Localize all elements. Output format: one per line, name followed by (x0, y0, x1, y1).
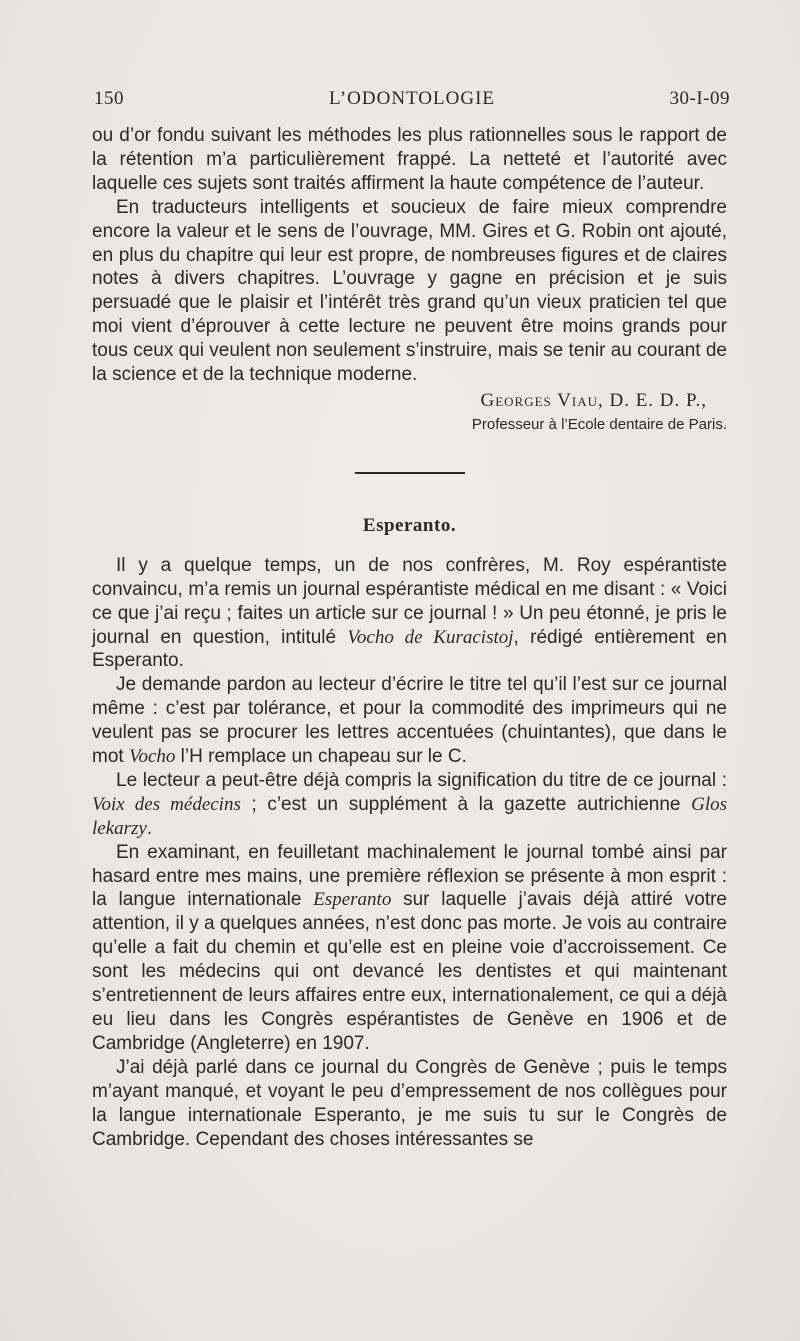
review-paragraph-2: En traducteurs intelligents et soucieux de faire mieux comprendre encore la valeur et le sens de l’ouvrage, MM. Gires et G. Robin ont ajouté, en plus du chapitre qui leur est propre, de nombreuses figures et de claires notes à divers chapitres. L’ouvrage y gagne en précision et je suis persuadé que le plaisir et l’intérêt très grand qu’un vieux praticien tel que moi vient d’éprouver à cette lecture ne peuvent être moins grands pour tous ceux qui veulent non seulement s’instruire, mais se tenir au courant de la science et de la technique moderne. (92, 196, 727, 386)
page-number: 150 (94, 88, 124, 109)
issue-date: 30-I-09 (669, 88, 730, 109)
running-head (94, 88, 730, 118)
article-paragraph-1 (92, 554, 727, 674)
text-run: , rédigé entièrement en Esperanto. (92, 626, 727, 672)
signature-affiliation: Professeur à l’Ecole dentaire de Paris. (471, 415, 727, 433)
text-run: ; c’est un supplément à la gazette autrichienne (240, 793, 692, 815)
page-body (92, 124, 727, 1151)
article-paragraph-3 (92, 769, 727, 841)
text-run: Je demande pardon au lecteur d’écrire le titre tel qu’il l’est sur ce journal même : c’est par tolérance, et pour la commodité des imprimeurs qui ne veulent pas se procurer les lettres accentuées (chuintantes), que dans le mot (92, 674, 727, 768)
article-title: Esperanto. (362, 514, 457, 536)
journal-title: L’ODONTOLOGIE (328, 88, 496, 109)
text-run: En examinant, en feuilletant machinalement le journal tombé ainsi par hasard entre mes mains, une première réflexion se présente à mon esprit : la langue internationale (92, 841, 727, 911)
text-run: l’H remplace un chapeau sur le C. (175, 746, 467, 768)
section-divider (355, 472, 465, 474)
text-run: Le lecteur a peut-être déjà compris la signification du titre de ce journal : (116, 769, 727, 791)
italic-title: Glos lekarzy (92, 793, 727, 839)
italic-title: Voix des médecins (92, 793, 241, 815)
review-paragraph-1: ou d’or fondu suivant les méthodes les plus rationnelles sous le rapport de la rétention m’a particulièrement frappé. La netteté et l’autorité avec laquelle ces sujets sont traités affirment la haute compétence de l’auteur. (92, 125, 727, 194)
italic-word: Vocho (128, 746, 176, 768)
article-paragraph-2 (92, 673, 727, 769)
signature-title: , D. E. D. P., (597, 389, 707, 411)
italic-word: Esperanto (313, 889, 392, 911)
review-signature (92, 389, 727, 413)
text-run: . (146, 817, 153, 839)
text-run: Il y a quelque temps, un de nos confrères, M. Roy espérantiste convaincu, m’a remis un journal espérantiste médical en me disant : « Voici ce que j’ai reçu ; faites un article sur ce journal ! » Un peu étonné, je pris le journal en question, intitulé (92, 554, 727, 648)
italic-title: Vocho de Kuracistoj (347, 626, 514, 648)
text-run: sur laquelle j’avais déjà attiré votre attention, il y a quelques années, n’est donc pas morte. Je vois au contraire qu’elle a fait du chemin et qu’elle est en pleine voie d’accroissement. Ce sont les médecins qui ont devancé les dentistes et qui maintenant s’entretiennent de leurs affaires entre eux, internationalement, ce qui a déjà eu lieu dans les Congrès espérantistes de Genève en 1906 et de Cambridge (Angleterre) en 1907. (92, 889, 727, 1054)
signature-name: Georges Viau (480, 389, 598, 411)
article-paragraph-4 (92, 841, 727, 1056)
article-paragraph-5: J’ai déjà parlé dans ce journal du Congrès de Genève ; puis le temps m’ayant manqué, et voyant le peu d’empressement de nos collègues pour la langue internationale Esperanto, je me suis tu sur le Congrès de Cambridge. Cependant des choses intéressantes se (92, 1056, 727, 1150)
